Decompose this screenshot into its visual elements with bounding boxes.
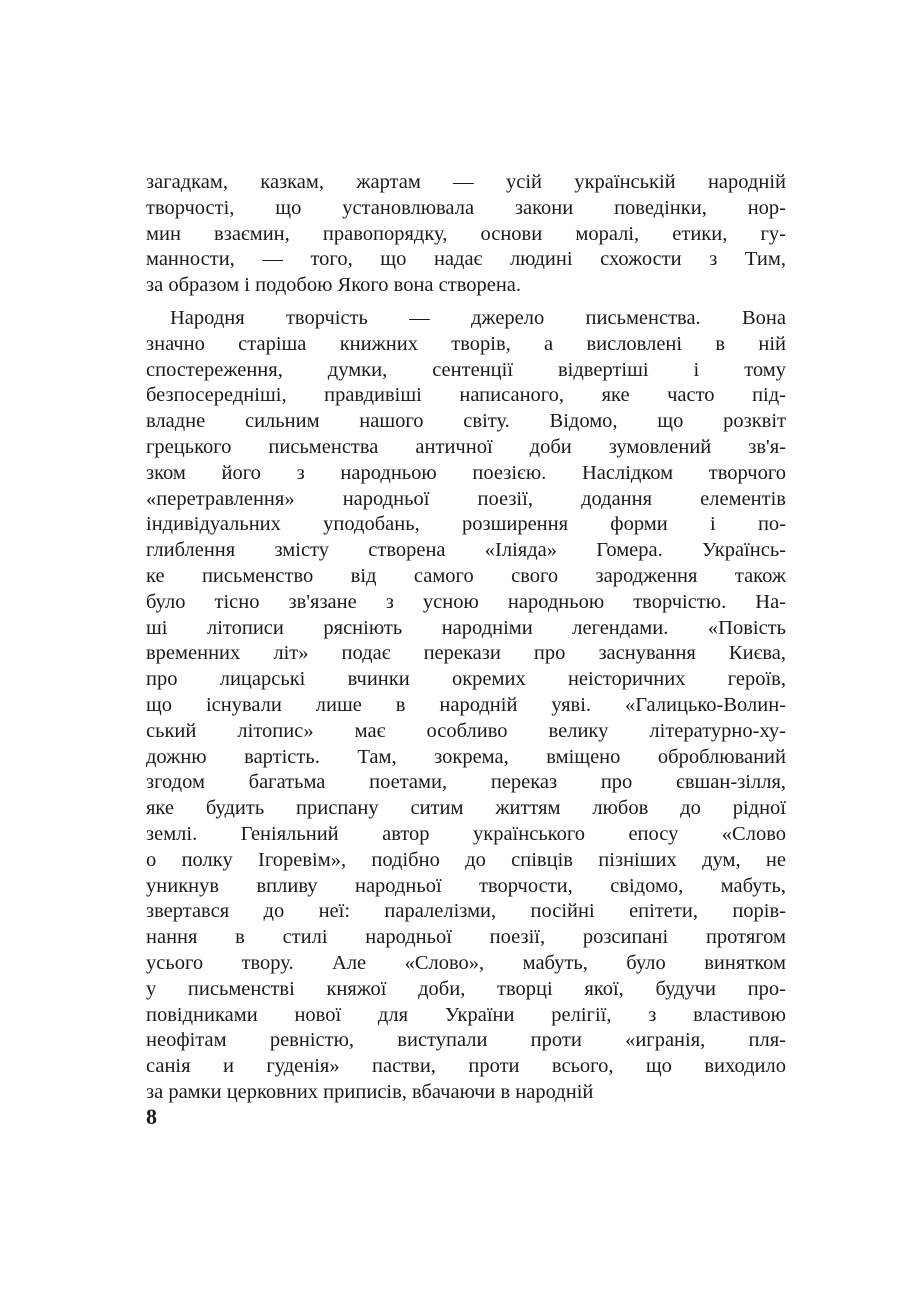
text-line: зком його з народньою поезією. Наслідком творчого [146,461,786,484]
text-line: санія и гуденія» пастви, проти всього, що виходило [146,1055,786,1078]
text-line: було тісно зв'язане з усною народньою творчістю. На- [146,590,786,613]
text-line: звертався до неї: паралелізми, посійні епітети, порів- [146,900,786,923]
text-line: про лицарські вчинки окремих неісторичних героїв, [146,668,786,691]
text-line: ке письменство від самого свого зародження також [146,564,786,587]
page-number: 8 [146,1104,157,1129]
text-line: временних літ» подає перекази про заснування Києва, [146,642,786,665]
text-line: о полку Ігоревім», подібно до співців пізніших дум, не [146,848,786,871]
body-text [146,170,786,1106]
text-line: за образом і подобою Якого вона створена. [146,274,522,297]
text-line: ський літопис» має особливо велику літературно-ху- [146,719,786,742]
text-line: творчості, що установлювала закони поведінки, нор- [146,196,786,219]
text-line: ші літописи рясніють народніми легендами. «Повість [146,616,786,639]
text-line: у письменстві княжої доби, творці якої, будучи про- [146,977,786,1000]
text-line: загадкам, казкам, жартам — усій українській народній [146,171,786,193]
text-line: манности, — того, що надає людині схожости з Тим, [146,248,786,271]
paragraph-1 [146,170,786,299]
text-line: за рамки церковних приписів, вбачаючи в народній [146,1080,594,1103]
text-line: яке будить приспану ситим життям любов до рідної [146,797,786,820]
text-line: повідниками нової для України релігії, з властивою [146,1003,786,1026]
text-line: глиблення змісту створена «Іліяда» Гомера. Українсь- [146,539,786,562]
text-line: усього твору. Але «Слово», мабуть, було винятком [146,951,786,974]
text-line: дожню вартість. Там, зокрема, вміщено оброблюваний [146,745,786,768]
paragraph-2 [146,306,786,1106]
text-line: землі. Геніяльний автор українського епосу «Слово [146,822,786,845]
paragraph-gap [146,299,786,306]
text-line: неофітам ревністю, виступали проти «игранія, пля- [146,1029,786,1052]
text-line: мин взаємин, правопорядку, основи моралі, етики, гу- [146,222,786,245]
text-line: індивідуальних уподобань, розширення форми і по- [146,513,786,536]
text-line: «перетравлення» народньої поезії, додання елементів [146,487,786,510]
text-line: уникнув впливу народньої творчости, свідомо, мабуть, [146,874,786,897]
text-line: спостереження, думки, сентенції відвертіші і тому [146,358,786,381]
text-line: безпосередніші, правдивіші написаного, яке часто під- [146,384,786,407]
text-line: Народня творчість — джерело письменства. Вона [170,306,786,329]
text-line: грецького письменства античної доби зумовлений зв'я- [146,435,786,458]
text-line: згодом багатьма поетами, переказ про євшан-зілля, [146,771,786,794]
text-line: значно старіша книжних творів, а висловлені в ній [146,332,786,355]
text-line: нання в стилі народньої поезії, розсипані протягом [146,926,786,949]
text-line: що існували лише в народній уяві. «Галицько-Волин- [146,693,786,716]
text-line: владне сильним нашого світу. Відомо, що розквіт [146,410,786,433]
